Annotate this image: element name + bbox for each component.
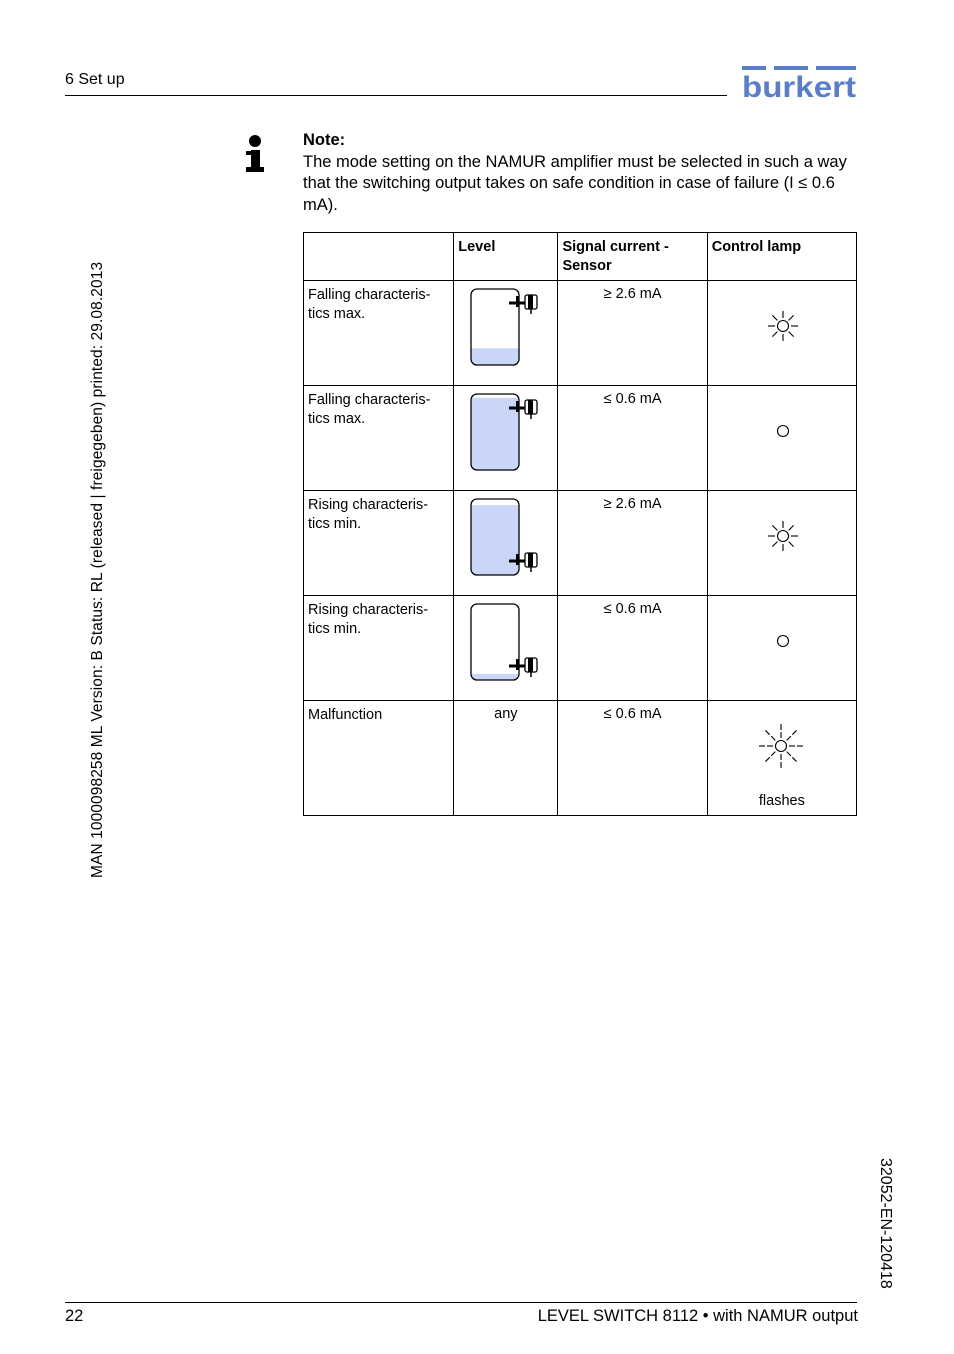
control-lamp-cell bbox=[707, 386, 856, 491]
level-cell bbox=[454, 596, 558, 701]
liquid-fill bbox=[471, 505, 519, 575]
level-cell bbox=[454, 281, 558, 386]
table-row bbox=[304, 386, 857, 491]
signal-current-cell: ≥ 2.6 mA bbox=[558, 281, 707, 386]
header-control-lamp: Control lamp bbox=[707, 233, 856, 281]
header-level: Level bbox=[454, 233, 558, 281]
characteristic-cell: Malfunction bbox=[304, 701, 454, 816]
note-title: Note: bbox=[303, 131, 346, 149]
section-heading: 6 Set up bbox=[65, 71, 125, 88]
level-cell bbox=[454, 491, 558, 596]
note-body: The mode setting on the NAMUR amplifier must be selected in such a way that the switching output takes on safe condition in case of failure (I ≤ 0.6 mA). bbox=[303, 152, 847, 214]
lamp-flashing-icon bbox=[758, 723, 804, 769]
footer-title: LEVEL SWITCH 8112 • with NAMUR output bbox=[537, 1307, 858, 1325]
characteristic-cell: Rising characteris-tics min. bbox=[304, 596, 454, 701]
level-text: any bbox=[494, 706, 518, 722]
header-empty bbox=[304, 233, 454, 281]
header-divider bbox=[65, 95, 727, 96]
lamp-on-icon bbox=[766, 519, 800, 553]
sensor-icon bbox=[509, 295, 537, 314]
table-row bbox=[304, 701, 857, 816]
lamp-off-icon bbox=[766, 624, 800, 658]
tank-level-icon bbox=[469, 392, 541, 472]
tank-level-icon bbox=[469, 602, 541, 682]
document-code: 32052-EN-120418 bbox=[877, 1158, 894, 1289]
level-signal-table bbox=[303, 232, 857, 816]
info-icon bbox=[244, 134, 266, 174]
table-row bbox=[304, 491, 857, 596]
signal-current-cell: ≤ 0.6 mA bbox=[558, 701, 707, 816]
lamp-off-icon bbox=[766, 414, 800, 448]
level-cell bbox=[454, 701, 558, 816]
control-lamp-cell bbox=[707, 701, 856, 816]
liquid-fill bbox=[471, 674, 519, 680]
lamp-note: flashes bbox=[758, 793, 805, 809]
header-signal-current: Signal current - Sensor bbox=[558, 233, 707, 281]
table-row bbox=[304, 281, 857, 386]
signal-current-cell: ≤ 0.6 mA bbox=[558, 386, 707, 491]
liquid-fill bbox=[471, 348, 519, 365]
page-number: 22 bbox=[65, 1307, 84, 1325]
characteristic-cell: Rising characteris-tics min. bbox=[304, 491, 454, 596]
footer-divider bbox=[65, 1302, 857, 1303]
control-lamp-cell bbox=[707, 491, 856, 596]
lamp-on-icon bbox=[766, 309, 800, 343]
svg-text:burkert: burkert bbox=[742, 71, 857, 104]
burkert-logo bbox=[740, 64, 858, 104]
level-cell bbox=[454, 386, 558, 491]
characteristic-cell: Falling characteris-tics max. bbox=[304, 281, 454, 386]
tank-level-icon bbox=[469, 497, 541, 577]
table-header-row bbox=[304, 233, 857, 281]
document-status-text: MAN 1000098258 ML Version: B Status: RL (released | freigegeben) printed: 29.08.2013 bbox=[89, 261, 106, 878]
note-block bbox=[303, 130, 859, 216]
tank-level-icon bbox=[469, 287, 541, 367]
signal-current-cell: ≥ 2.6 mA bbox=[558, 491, 707, 596]
control-lamp-cell bbox=[707, 281, 856, 386]
signal-current-cell: ≤ 0.6 mA bbox=[558, 596, 707, 701]
control-lamp-cell bbox=[707, 596, 856, 701]
characteristic-cell: Falling characteris-tics max. bbox=[304, 386, 454, 491]
table-row bbox=[304, 596, 857, 701]
